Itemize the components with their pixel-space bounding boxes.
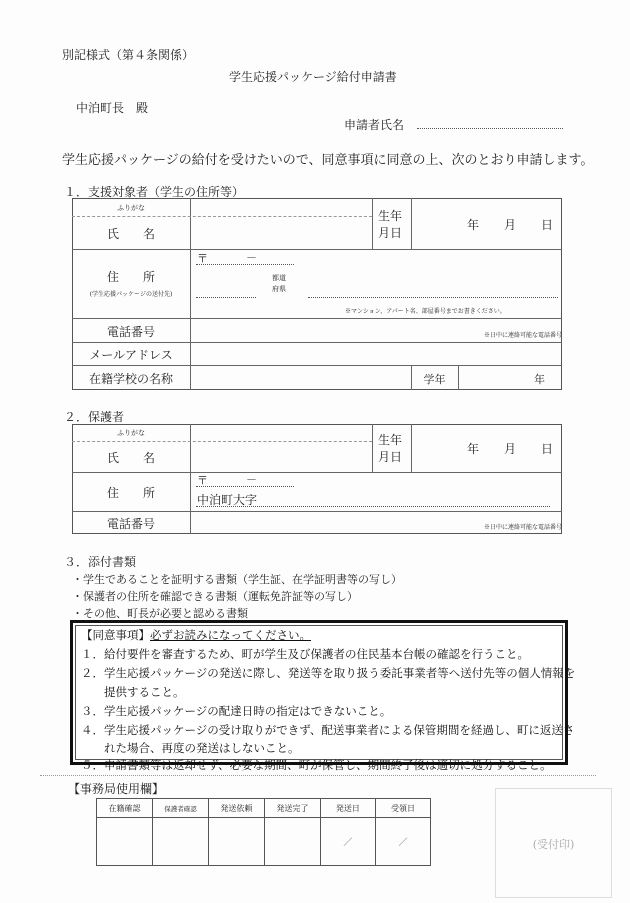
email-label: メールアドレス [89, 348, 173, 362]
day-unit: 日 [541, 218, 554, 232]
guardian-birthdate-label [378, 432, 402, 466]
guardian-address-prefill: 中泊町大字 [197, 493, 258, 507]
year-unit: 年 [467, 442, 480, 456]
attachment-item: ・その他、町長が必要と認める書類 [72, 607, 248, 620]
form-reference: 別記様式（第４条関係） [62, 48, 195, 62]
address-label: 住 所 [106, 270, 155, 284]
section1-heading: １．支援対象者（学生の住所等） [64, 185, 245, 199]
office-cell-receipt-date[interactable]: ／ [375, 818, 430, 866]
birthdate-label-line1: 生年 [378, 209, 403, 223]
agreement-item: ２．学生応援パッケージの発送に際し、発送等を取り扱う委託事業者等へ送付先等の個人情報を [81, 666, 576, 680]
birthdate-label-line2: 月日 [378, 226, 403, 240]
student-address-field[interactable] [308, 297, 558, 298]
phone-note: ※日中に連絡可能な電話番号 [484, 332, 563, 339]
office-cell[interactable] [264, 818, 320, 866]
student-prefecture-field[interactable] [196, 297, 256, 298]
grade-label: 学年 [423, 373, 446, 386]
section2-heading: ２．保護者 [64, 410, 125, 424]
guardian-name-label: 氏 名 [106, 451, 155, 465]
office-col-receipt-date: 受領日 [375, 799, 430, 818]
postal-dash: － [246, 473, 257, 486]
office-cell[interactable] [97, 818, 153, 866]
guardian-furigana-label: ふりがな [117, 429, 145, 437]
prefecture-label-line2: 府県 [272, 285, 286, 293]
guardian-furigana-field[interactable] [191, 425, 371, 440]
agreement-item: ４．学生応援パッケージの受け取りができず、配送事業者による保管期間を経過し、町に返送さ [81, 723, 575, 737]
office-cell[interactable] [208, 818, 264, 866]
birthdate-label [378, 208, 402, 242]
student-email-field[interactable] [191, 343, 561, 364]
office-separator [40, 775, 596, 776]
furigana-label: ふりがな [117, 204, 145, 212]
agreement-heading-label: 【同意事項】 [81, 628, 150, 642]
applicant-name-field[interactable] [417, 128, 563, 129]
office-col-shipping-complete: 発送完了 [264, 799, 320, 818]
guardian-address-field[interactable] [196, 506, 550, 507]
attachment-item: ・保護者の住所を確認できる書類（運転免許証等の写し） [72, 590, 358, 603]
office-col-guardian-check: 保護者確認 [152, 799, 208, 818]
postal-mark: 〒 [197, 474, 208, 487]
agreement-heading-note: 必ずお読みになってください。 [150, 628, 311, 642]
name-label: 氏 名 [106, 227, 155, 241]
guardian-address-label: 住 所 [106, 486, 155, 500]
office-heading: 【事務局使用欄】 [68, 782, 165, 796]
student-grade-field[interactable] [459, 366, 561, 389]
postal-dash: － [246, 251, 257, 264]
applicant-name-label: 申請者氏名 [344, 118, 405, 132]
addressee: 中泊町長 殿 [76, 101, 149, 115]
office-col-enrollment: 在籍確認 [97, 799, 153, 818]
day-unit: 日 [541, 442, 554, 456]
page-title: 学生応援パッケージ給付申請書 [229, 70, 397, 84]
address-sublabel: (学生応援パッケージの送付先) [89, 291, 173, 298]
month-unit: 月 [504, 218, 517, 232]
office-col-shipping-request: 発送依頼 [208, 799, 264, 818]
phone-note: ※日中に連絡可能な電話番号 [484, 524, 563, 531]
attachment-item: ・学生であることを証明する書類（学生証、在学証明書等の写し） [72, 573, 402, 586]
student-school-field[interactable] [191, 366, 410, 389]
postal-mark: 〒 [197, 252, 208, 265]
year-unit: 年 [467, 218, 480, 232]
school-label: 在籍学校の名称 [88, 372, 173, 386]
guardian-phone-label: 電話番号 [106, 517, 155, 531]
office-cell-ship-date[interactable]: ／ [320, 818, 375, 866]
student-name-field[interactable] [191, 217, 371, 248]
intro-text: 学生応援パッケージの給付を受けたいので、同意事項に同意の上、次のとおり申請します。 [62, 153, 594, 168]
prefecture-label [272, 273, 286, 295]
office-cell[interactable] [152, 818, 208, 866]
agreement-item: ３．学生応援パッケージの配達日時の指定はできないこと。 [81, 704, 392, 718]
agreement-item: ５．申請書類等は返却せず、必要な期間、町が保管し、期間終了後は適切に処分すること。 [81, 758, 552, 772]
receipt-stamp-label: (受付印) [532, 838, 575, 851]
grade-unit: 年 [534, 373, 545, 386]
agreement-item-continued: れた場合、再度の発送はしないこと。 [81, 741, 300, 755]
agreement-item: １．給付要件を審査するため、町が学生及び保護者の住民基本台帳の確認を行うこと。 [81, 647, 530, 661]
month-unit: 月 [504, 442, 517, 456]
student-birthdate-field[interactable] [412, 199, 561, 248]
address-note: ※マンション、アパート名、部屋番号までお書きください。 [345, 308, 506, 315]
agreement-box [70, 620, 576, 772]
student-furigana-field[interactable] [191, 199, 371, 215]
prefecture-label-line1: 都道 [272, 274, 286, 282]
guardian-postal-field[interactable] [196, 486, 294, 487]
guardian-name-field[interactable] [191, 442, 371, 471]
office-col-ship-date: 発送日 [320, 799, 375, 818]
receipt-stamp-box [495, 788, 612, 898]
birthdate-label-line2: 月日 [378, 450, 403, 464]
student-postal-field[interactable] [196, 264, 294, 265]
section3-heading: ３．添付書類 [64, 555, 137, 569]
phone-label: 電話番号 [106, 325, 155, 339]
agreement-heading [81, 627, 311, 643]
guardian-birthdate-field[interactable] [412, 425, 561, 471]
agreement-item-continued: 提供すること。 [81, 685, 185, 699]
birthdate-label-line1: 生年 [378, 433, 403, 447]
office-table [96, 798, 431, 866]
